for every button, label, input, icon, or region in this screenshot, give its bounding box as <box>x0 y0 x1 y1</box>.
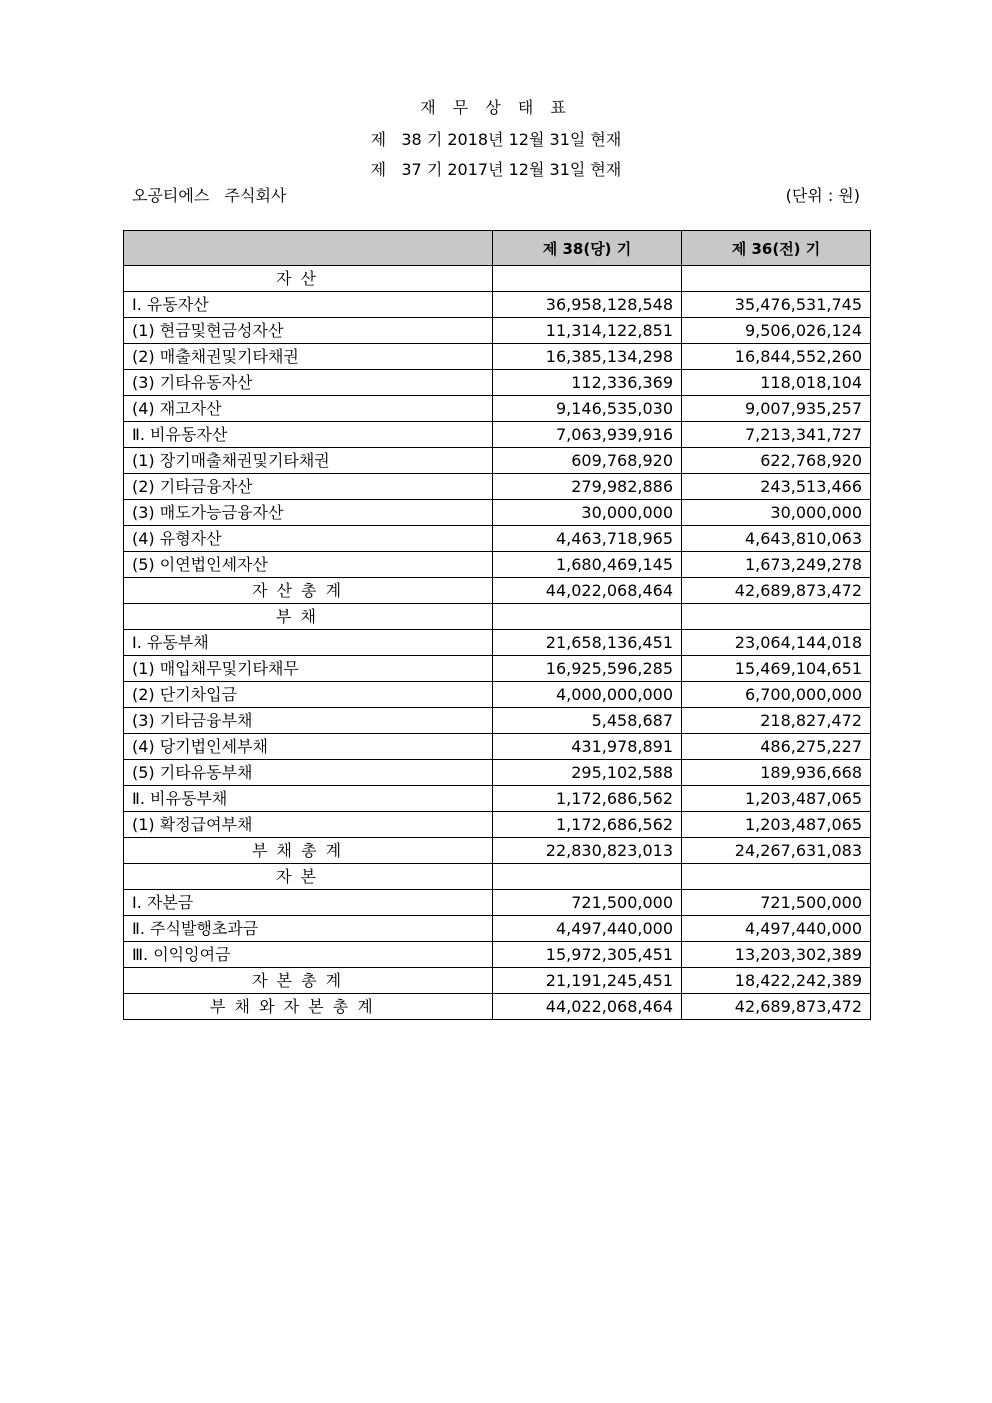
prior-period-value: 1,673,249,278 <box>682 552 871 578</box>
row-label: (1) 매입채무및기타채무 <box>124 656 493 682</box>
header-label <box>124 231 493 266</box>
current-period-value: 9,146,535,030 <box>493 396 682 422</box>
table-row <box>124 500 871 526</box>
row-label: Ⅱ. 비유동부채 <box>124 786 493 812</box>
prior-period-value <box>682 864 871 890</box>
current-period-value <box>493 266 682 292</box>
unit-label: (단위 : 원) <box>785 186 860 205</box>
table-row <box>124 838 871 864</box>
table-row <box>124 526 871 552</box>
current-period-value: 721,500,000 <box>493 890 682 916</box>
current-period-value: 609,768,920 <box>493 448 682 474</box>
row-label: (4) 재고자산 <box>124 396 493 422</box>
current-period-value: 11,314,122,851 <box>493 318 682 344</box>
current-period-value: 4,000,000,000 <box>493 682 682 708</box>
table-row <box>124 318 871 344</box>
row-label: (2) 단기차입금 <box>124 682 493 708</box>
prior-period-value: 6,700,000,000 <box>682 682 871 708</box>
table-row <box>124 266 871 292</box>
prior-period-value: 30,000,000 <box>682 500 871 526</box>
current-period-value: 36,958,128,548 <box>493 292 682 318</box>
current-period-value: 1,172,686,562 <box>493 786 682 812</box>
table-row <box>124 370 871 396</box>
prior-period-value: 16,844,552,260 <box>682 344 871 370</box>
prior-period-value: 4,497,440,000 <box>682 916 871 942</box>
row-label: 부 채 총 계 <box>124 838 493 864</box>
row-label: (3) 기타금융부채 <box>124 708 493 734</box>
prior-period-value: 9,007,935,257 <box>682 396 871 422</box>
row-label: Ⅰ. 자본금 <box>124 890 493 916</box>
table-row <box>124 890 871 916</box>
table-row <box>124 682 871 708</box>
prior-period-value: 486,275,227 <box>682 734 871 760</box>
prior-period-value: 4,643,810,063 <box>682 526 871 552</box>
current-period-value <box>493 604 682 630</box>
prior-period-value: 42,689,873,472 <box>682 994 871 1020</box>
table-row <box>124 760 871 786</box>
row-label: 자 본 총 계 <box>124 968 493 994</box>
row-label: 부 채 와 자 본 총 계 <box>124 994 493 1020</box>
table-row <box>124 968 871 994</box>
row-label: (2) 매출채권및기타채권 <box>124 344 493 370</box>
current-period-value: 15,972,305,451 <box>493 942 682 968</box>
current-period-value: 295,102,588 <box>493 760 682 786</box>
row-label: (2) 기타금융자산 <box>124 474 493 500</box>
table-row <box>124 942 871 968</box>
row-label: (3) 매도가능금융자산 <box>124 500 493 526</box>
row-label: Ⅲ. 이익잉여금 <box>124 942 493 968</box>
current-period-value: 7,063,939,916 <box>493 422 682 448</box>
table-row <box>124 552 871 578</box>
row-label: (5) 기타유동부채 <box>124 760 493 786</box>
current-period-value: 5,458,687 <box>493 708 682 734</box>
row-label: (4) 당기법인세부채 <box>124 734 493 760</box>
table-row <box>124 448 871 474</box>
header-current-period: 제 38(당) 기 <box>493 231 682 266</box>
prior-period-value: 1,203,487,065 <box>682 812 871 838</box>
current-period-value: 30,000,000 <box>493 500 682 526</box>
table-row <box>124 604 871 630</box>
prior-period-value: 15,469,104,651 <box>682 656 871 682</box>
current-period-value: 431,978,891 <box>493 734 682 760</box>
table-row <box>124 994 871 1020</box>
current-period-value: 21,658,136,451 <box>493 630 682 656</box>
table-row <box>124 630 871 656</box>
prior-period-value: 622,768,920 <box>682 448 871 474</box>
table-row <box>124 812 871 838</box>
prior-period-value: 243,513,466 <box>682 474 871 500</box>
table-row <box>124 474 871 500</box>
row-label: 자 산 <box>124 266 493 292</box>
table-row <box>124 734 871 760</box>
row-label: 자 산 총 계 <box>124 578 493 604</box>
prior-period-value <box>682 266 871 292</box>
table-row <box>124 864 871 890</box>
period-prior: 제 37 기 2017년 12월 31일 현재 <box>370 160 622 179</box>
balance-sheet-table <box>123 230 871 1020</box>
prior-period-value: 42,689,873,472 <box>682 578 871 604</box>
current-period-value: 44,022,068,464 <box>493 578 682 604</box>
prior-period-value <box>682 604 871 630</box>
row-label: (1) 현금및현금성자산 <box>124 318 493 344</box>
row-label: 자 본 <box>124 864 493 890</box>
prior-period-value: 18,422,242,389 <box>682 968 871 994</box>
current-period-value: 21,191,245,451 <box>493 968 682 994</box>
row-label: (3) 기타유동자산 <box>124 370 493 396</box>
current-period-value: 279,982,886 <box>493 474 682 500</box>
current-period-value: 4,463,718,965 <box>493 526 682 552</box>
current-period-value: 112,336,369 <box>493 370 682 396</box>
table-row <box>124 786 871 812</box>
row-label: Ⅰ. 유동자산 <box>124 292 493 318</box>
row-label: (1) 장기매출채권및기타채권 <box>124 448 493 474</box>
prior-period-value: 118,018,104 <box>682 370 871 396</box>
table-row <box>124 916 871 942</box>
prior-period-value: 7,213,341,727 <box>682 422 871 448</box>
table-row <box>124 708 871 734</box>
current-period-value: 22,830,823,013 <box>493 838 682 864</box>
table-row <box>124 292 871 318</box>
prior-period-value: 9,506,026,124 <box>682 318 871 344</box>
table-row <box>124 422 871 448</box>
header-prior-period: 제 36(전) 기 <box>682 231 871 266</box>
document-title: 재 무 상 태 표 <box>420 98 572 117</box>
row-label: (1) 확정급여부채 <box>124 812 493 838</box>
row-label: Ⅱ. 비유동자산 <box>124 422 493 448</box>
row-label: (5) 이연법인세자산 <box>124 552 493 578</box>
row-label: (4) 유형자산 <box>124 526 493 552</box>
prior-period-value: 35,476,531,745 <box>682 292 871 318</box>
current-period-value: 44,022,068,464 <box>493 994 682 1020</box>
current-period-value <box>493 864 682 890</box>
table-row <box>124 656 871 682</box>
prior-period-value: 24,267,631,083 <box>682 838 871 864</box>
prior-period-value: 721,500,000 <box>682 890 871 916</box>
current-period-value: 4,497,440,000 <box>493 916 682 942</box>
prior-period-value: 189,936,668 <box>682 760 871 786</box>
period-current: 제 38 기 2018년 12월 31일 현재 <box>370 130 622 149</box>
row-label: Ⅱ. 주식발행초과금 <box>124 916 493 942</box>
row-label: 부 채 <box>124 604 493 630</box>
row-label: Ⅰ. 유동부채 <box>124 630 493 656</box>
table-row <box>124 396 871 422</box>
table-row <box>124 344 871 370</box>
current-period-value: 16,385,134,298 <box>493 344 682 370</box>
current-period-value: 1,680,469,145 <box>493 552 682 578</box>
table-row <box>124 578 871 604</box>
company-name: 오공티에스 주식회사 <box>132 186 287 205</box>
prior-period-value: 13,203,302,389 <box>682 942 871 968</box>
header-row <box>124 231 871 266</box>
current-period-value: 16,925,596,285 <box>493 656 682 682</box>
prior-period-value: 23,064,144,018 <box>682 630 871 656</box>
table-body <box>124 266 871 1020</box>
prior-period-value: 218,827,472 <box>682 708 871 734</box>
current-period-value: 1,172,686,562 <box>493 812 682 838</box>
prior-period-value: 1,203,487,065 <box>682 786 871 812</box>
